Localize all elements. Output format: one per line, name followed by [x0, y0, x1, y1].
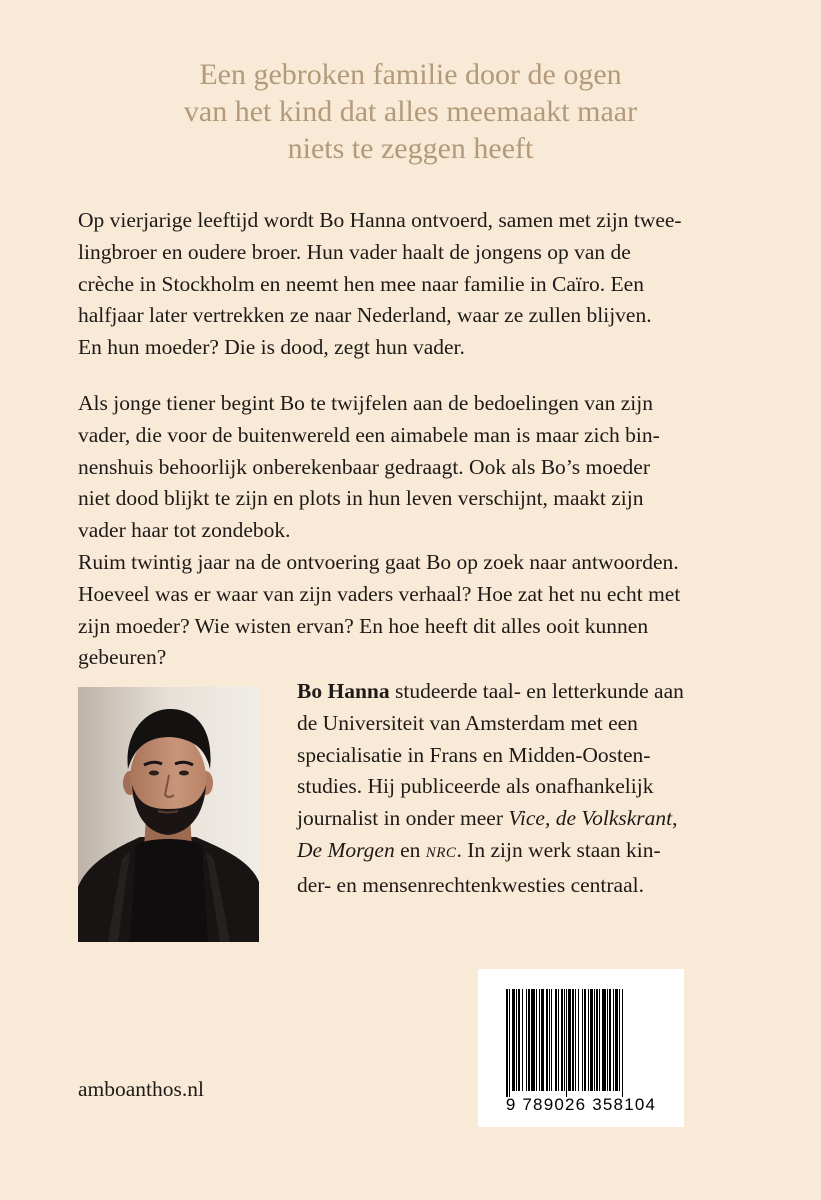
blurb-line: Hoeveel was er waar van zijn vaders verhaal? Hoe zat het nu echt met	[78, 581, 681, 606]
isbn-number: 9 789026 358104	[505, 1095, 657, 1114]
barcode-bar	[615, 989, 618, 1091]
blurb-line: niet dood blijkt te zijn en plots in hun leven verschijnt, maakt zijn	[78, 486, 644, 511]
barcode-bar	[568, 989, 571, 1091]
blurb-line: Op vierjarige leeftijd wordt Bo Hanna ontvoerd, samen met zijn twee-	[78, 208, 682, 232]
tagline-line: Een gebroken familie door de ogen	[199, 58, 622, 91]
barcode-bar	[509, 989, 510, 1097]
barcode-bar	[561, 989, 563, 1091]
barcode-bar	[613, 989, 614, 1091]
blurb-paragraph-2	[78, 388, 754, 674]
bio-line: journalist in onder meer Vice, de Volkskrant,	[297, 806, 678, 831]
author-photo	[78, 687, 259, 942]
bio-line: Bo Hanna studeerde taal- en letterkunde aan	[297, 679, 684, 703]
barcode-bar	[578, 989, 579, 1091]
barcode-bar	[539, 989, 540, 1091]
barcode-bar	[572, 989, 574, 1091]
bio-line: studies. Hij publiceerde als onafhankelijk	[297, 774, 654, 799]
blurb-line: En hun moeder? Die is dood, zegt hun vader.	[78, 335, 465, 360]
barcode-bar	[541, 989, 544, 1091]
barcode-bar	[526, 989, 527, 1091]
author-bio	[297, 676, 727, 902]
blurb-line: Ruim twintig jaar na de ontvoering gaat Bo op zoek naar antwoorden.	[78, 549, 679, 574]
bio-line: der- en mensenrechtenkwesties centraal.	[297, 872, 644, 897]
barcode-bar	[590, 989, 593, 1091]
barcode-bar	[516, 989, 517, 1091]
bio-line: specialisatie in Frans en Midden-Oosten-	[297, 742, 651, 767]
barcode-bar	[546, 989, 548, 1091]
barcode-bar	[607, 989, 608, 1091]
blurb-line: zijn moeder? Wie wisten ervan? En hoe heeft dit alles ooit kunnen	[78, 613, 649, 638]
barcode-bar	[522, 989, 523, 1091]
barcode-bar	[549, 989, 550, 1091]
blurb-line: vader, die voor de buitenwereld een aimabele man is maar zich bin-	[78, 422, 660, 447]
barcode-bar	[594, 989, 595, 1091]
blurb-line: Als jonge tiener begint Bo te twijfelen aan de bedoelingen van zijn	[78, 391, 653, 415]
author-name: Bo Hanna	[297, 679, 390, 703]
blurb-line: halfjaar later vertrekken ze naar Nederland, waar ze zullen blijven.	[78, 303, 652, 328]
barcode-bar	[619, 989, 620, 1091]
barcode-bar	[602, 989, 606, 1091]
tagline	[0, 56, 821, 167]
barcode-bar	[582, 989, 583, 1091]
blurb-paragraph-1	[78, 205, 754, 364]
barcode-bar	[531, 989, 535, 1091]
bio-line: de Universiteit van Amsterdam met een	[297, 710, 638, 735]
barcode-bar	[566, 989, 567, 1097]
publisher-website: amboanthos.nl	[78, 1077, 204, 1101]
blurb-line: crèche in Stockholm en neemt hen mee naar familie in Caïro. Een	[78, 271, 644, 296]
bio-line: De Morgen en NRC. In zijn werk staan kin-	[297, 837, 661, 862]
barcode-bar	[588, 989, 589, 1091]
barcode-bar	[528, 989, 530, 1091]
blurb-line: lingbroer en oudere broer. Hun vader haalt de jongens op van de	[78, 239, 631, 264]
barcode-bar	[536, 989, 537, 1091]
barcode-bar	[518, 989, 520, 1091]
isbn-barcode	[478, 969, 684, 1127]
tagline-line: niets te zeggen heeft	[287, 132, 534, 165]
barcode-bar	[622, 989, 623, 1097]
barcode-bar	[555, 989, 557, 1091]
tagline-line: van het kind dat alles meemaakt maar	[183, 95, 638, 128]
barcode-bar	[512, 989, 515, 1091]
barcode-bar	[575, 989, 576, 1091]
barcode-bar	[558, 989, 559, 1091]
barcode-bar	[584, 989, 586, 1091]
barcode-bar	[609, 989, 611, 1091]
blurb-line: gebeuren?	[78, 645, 167, 670]
barcode-bar	[551, 989, 552, 1091]
barcode-bar	[599, 989, 600, 1091]
barcode-bar	[564, 989, 565, 1091]
blurb-line: vader haar tot zondebok.	[78, 518, 291, 543]
barcode-bar	[506, 989, 508, 1097]
blurb-line: nenshuis behoorlijk onberekenbaar gedraagt. Ook als Bo’s moeder	[78, 454, 650, 479]
barcode-bar	[596, 989, 598, 1091]
